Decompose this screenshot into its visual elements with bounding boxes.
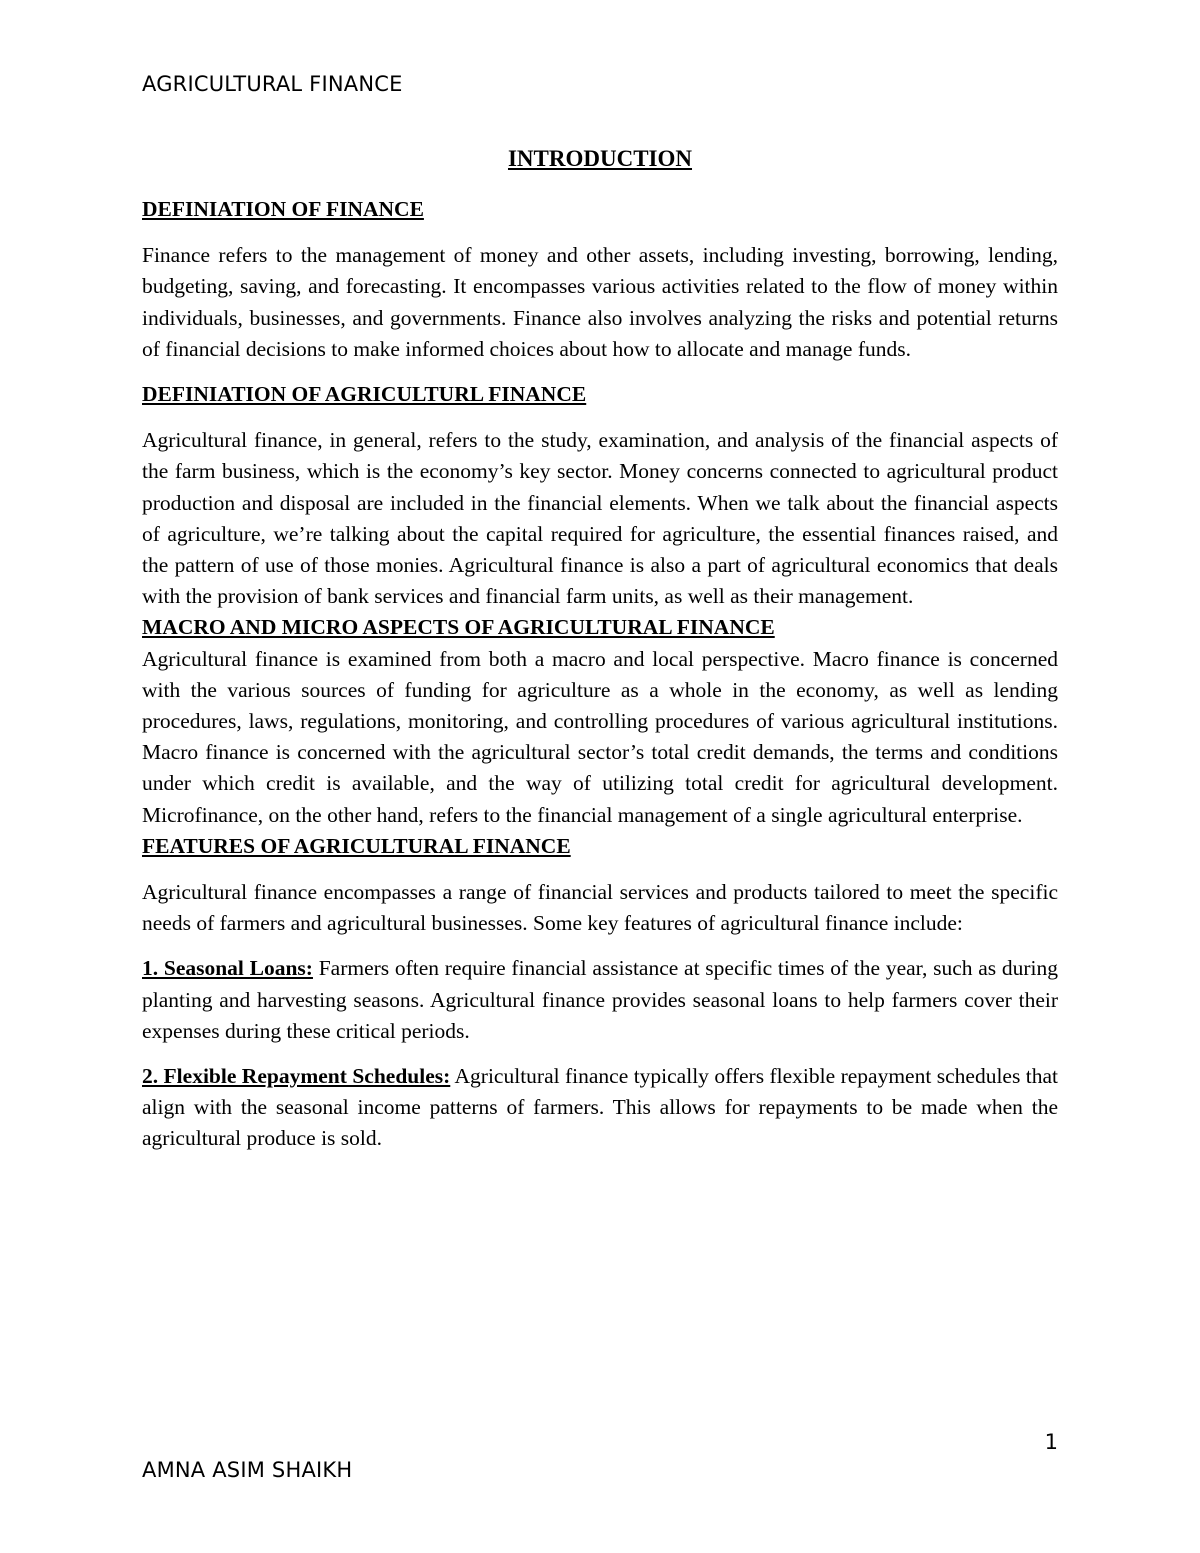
- feature-item-text: Agricultural finance typically offers flexible repayment schedules that align with the seasonal income patterns of farmers. This allows for repayments to be made when the agricultural produce is sold.: [142, 1064, 1058, 1151]
- document-title: INTRODUCTION: [507, 146, 693, 171]
- paragraph-finance-definition: Finance refers to the management of money and other assets, including investing, borrowing, lending, budgeting, saving, and forecasting. It encompasses various activities related to the flow of money within individuals, businesses, and governments. Finance also involves analyzing the risks and potential returns of financial decisions to make informed choices about how to allocate and manage funds.: [142, 243, 1058, 361]
- section-heading-agri-finance-definition: DEFINIATION OF AGRICULTURL FINANCE: [142, 382, 587, 407]
- feature-item-label: 1. Seasonal Loans:: [142, 956, 313, 981]
- feature-item: [142, 1061, 1058, 1155]
- page-footer-author: AMNA ASIM SHAIKH: [142, 1458, 353, 1482]
- feature-item-label: 2. Flexible Repayment Schedules:: [142, 1064, 451, 1089]
- paragraph-agri-finance-definition: Agricultural finance, in general, refers to the study, examination, and analysis of the financial aspects of the farm business, which is the economy’s key sector. Money concerns connected to agricultural product production and disposal are included in the financial elements. When we talk about the financial aspects of agriculture, we’re talking about the capital required for agriculture, the essential finances raised, and the pattern of use of those monies. Agricultural finance is also a part of agricultural economics that deals with the provision of bank services and financial farm units, as well as their management.: [142, 428, 1058, 609]
- page-header: AGRICULTURAL FINANCE: [142, 72, 403, 96]
- document-body: [142, 143, 1058, 1169]
- section-heading-macro-micro: MACRO AND MICRO ASPECTS OF AGRICULTURAL FINANCE: [142, 615, 775, 640]
- paragraph-macro-micro: Agricultural finance is examined from both a macro and local perspective. Macro finance is concerned with the various sources of funding for agriculture as a whole in the economy, as well as lending procedures, laws, regulations, monitoring, and controlling procedures of various agricultural institutions. Macro finance is concerned with the agricultural sector’s total credit demands, the terms and conditions under which credit is available, and the way of utilizing total credit for agricultural development. Microfinance, on the other hand, refers to the financial management of a single agricultural enterprise.: [142, 646, 1058, 827]
- section-heading-finance-definition: DEFINIATION OF FINANCE: [142, 197, 424, 221]
- feature-item-text: Farmers often require financial assistance at specific times of the year, such as during planting and harvesting seasons. Agricultural finance provides seasonal loans to help farmers cover their expenses during these critical periods.: [142, 956, 1058, 1043]
- feature-item: [142, 953, 1058, 1047]
- page-number: 1: [1044, 1430, 1058, 1454]
- paragraph-features-intro: Agricultural finance encompasses a range of financial services and products tailored to meet the specific needs of farmers and agricultural businesses. Some key features of agricultural finance include:: [142, 880, 1058, 936]
- section-heading-features: FEATURES OF AGRICULTURAL FINANCE: [142, 833, 571, 858]
